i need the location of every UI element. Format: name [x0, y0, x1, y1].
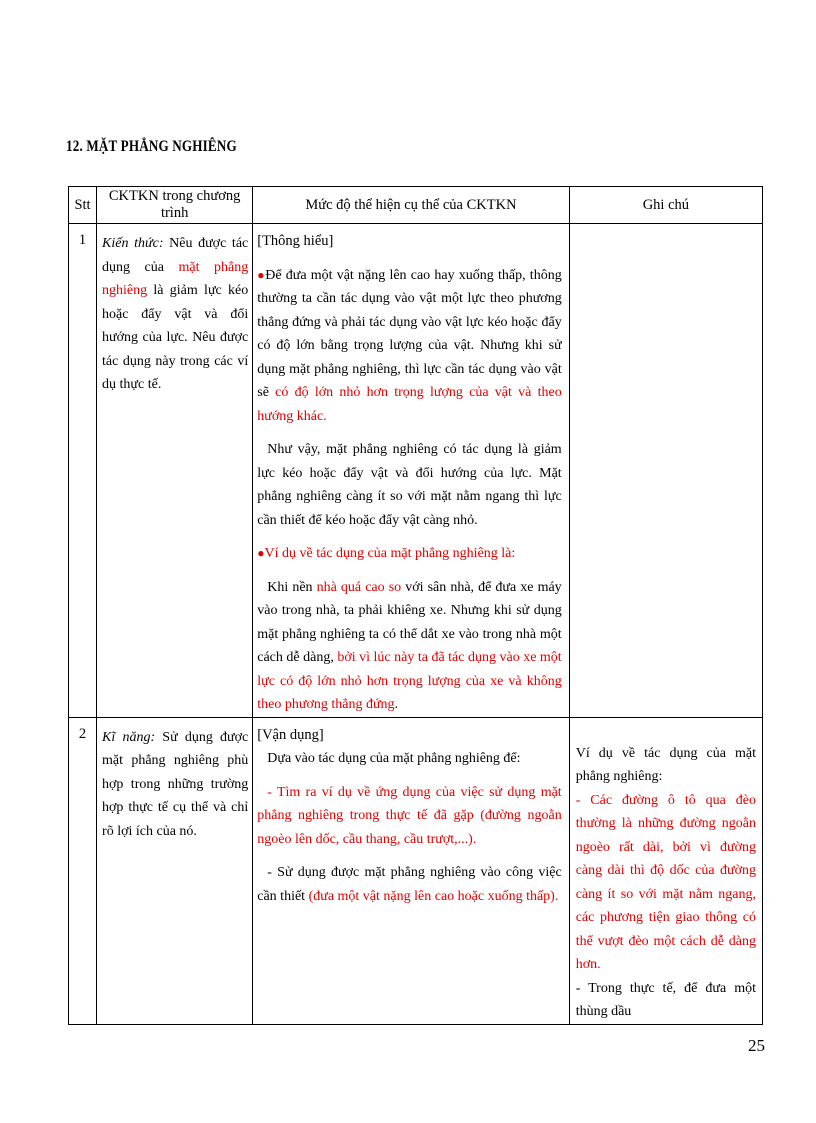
- highlight-text: Ví dụ về tác dụng của mặt phẳng nghiêng là:: [264, 546, 516, 561]
- header-stt: Stt: [69, 187, 97, 224]
- level-label: [Thông hiểu]: [257, 233, 334, 249]
- paragraph-text: với sân nhà, để đưa xe máy vào trong nhà, ta phải khiêng xe. Nhưng khi sử dụng mặt phẳng nghiêng ta có thể dắt xe vào trong nhà một cách dễ dàng,: [257, 579, 562, 665]
- paragraph-text: Để đưa một vật nặng lên cao hay xuống thấp, thông thường ta cần tác dụng vào vật một lực theo phương thẳng đứng và phải tác dụng vào vật lực kéo hoặc đẩy có độ lớn bằng trọng lượng của vật. Nhưng khi sử dụng mặt phẳng nghiêng, thì lực cần tác dụng vào vật sẽ: [257, 267, 562, 400]
- header-cktkn: CKTKN trong chương trình: [97, 187, 253, 224]
- highlight-text: - Tìm ra ví dụ về ứng dụng của việc sử dụng mặt phẳng nghiêng trong thực tế đã gặp (đường ngoằn ngoèo lên dốc, cầu thang, cầu trượt,...).: [257, 784, 562, 847]
- paragraph-text: .: [394, 697, 399, 712]
- standard-text: Nêu được tác dụng của: [102, 236, 249, 275]
- level-cell: [253, 717, 569, 1024]
- level-cell: [253, 224, 569, 718]
- row-number: 1: [69, 224, 97, 718]
- standard-text: là giảm lực kéo hoặc đẩy vật và đổi hướng của lực. Nêu được tác dụng này trong các ví dụ thực tế.: [102, 283, 249, 392]
- table-row: [69, 717, 763, 1024]
- table-header-row: [69, 187, 763, 224]
- bullet-icon: ●: [257, 546, 265, 560]
- level-label: [Vận dụng]: [257, 726, 324, 743]
- page-number: 25: [748, 1036, 765, 1055]
- highlight-text: mặt phẳng nghiêng: [102, 259, 249, 298]
- paragraph-text: Khi nền: [267, 579, 317, 595]
- note-text: - Trong thực tế, để đưa một thùng dầu: [575, 980, 756, 1019]
- standard-label: Kĩ năng:: [102, 729, 156, 745]
- bullet-icon: ●: [257, 267, 266, 282]
- standard-label: Kiến thức:: [102, 236, 164, 251]
- note-cell: [569, 717, 762, 1024]
- note-cell: [569, 224, 762, 718]
- section-title: 12. MẶT PHẲNG NGHIÊNG: [66, 138, 237, 155]
- highlight-text: có độ lớn nhỏ hơn trọng lượng của vật và theo hướng khác.: [257, 385, 562, 424]
- paragraph-text: Dựa vào tác dụng của mặt phẳng nghiêng để:: [267, 751, 521, 766]
- highlight-text: - Các đường ô tô qua đèo thường là những đường ngoằn ngoèo rất dài, bởi vì đường càng dài thì độ dốc của đường càng ít so với mặt nằm ngang, các phương tiện giao thông có thể vượt đèo một cách dễ dàng hơn.: [575, 792, 756, 972]
- table-row: [69, 224, 763, 718]
- highlight-text: (đưa một vật nặng lên cao hoặc xuống thấp).: [308, 888, 559, 904]
- note-text: Ví dụ về tác dụng của mặt phẳng nghiêng:: [575, 745, 756, 784]
- standard-cell: [97, 224, 253, 718]
- header-note: Ghi chú: [569, 187, 762, 224]
- highlight-text: nhà quá cao so: [316, 579, 402, 595]
- cktkn-table: [68, 186, 763, 1025]
- header-level: Mức độ thể hiện cụ thể của CKTKN: [253, 187, 569, 224]
- paragraph-text: - Sử dụng được mặt phẳng nghiêng vào công việc cần thiết: [257, 865, 562, 904]
- highlight-text: bởi vì lúc này ta đã tác dụng vào xe một lực có độ lớn nhỏ hơn trọng lượng của xe và không theo phương thẳng đứng: [257, 650, 562, 712]
- standard-cell: [97, 717, 253, 1024]
- row-number: 2: [69, 717, 97, 1024]
- standard-text: Sử dụng được mặt phẳng nghiêng phù hợp trong những trường hợp thực tế cụ thể và chỉ rõ lợi ích của nó.: [102, 729, 249, 839]
- paragraph-text: Như vậy, mặt phẳng nghiêng có tác dụng là giảm lực kéo hoặc đẩy vật và đổi hướng của lực. Mặt phẳng nghiêng càng ít so với mặt nằm ngang thì lực cần thiết để kéo hoặc đẩy vật càng nhỏ.: [257, 442, 562, 528]
